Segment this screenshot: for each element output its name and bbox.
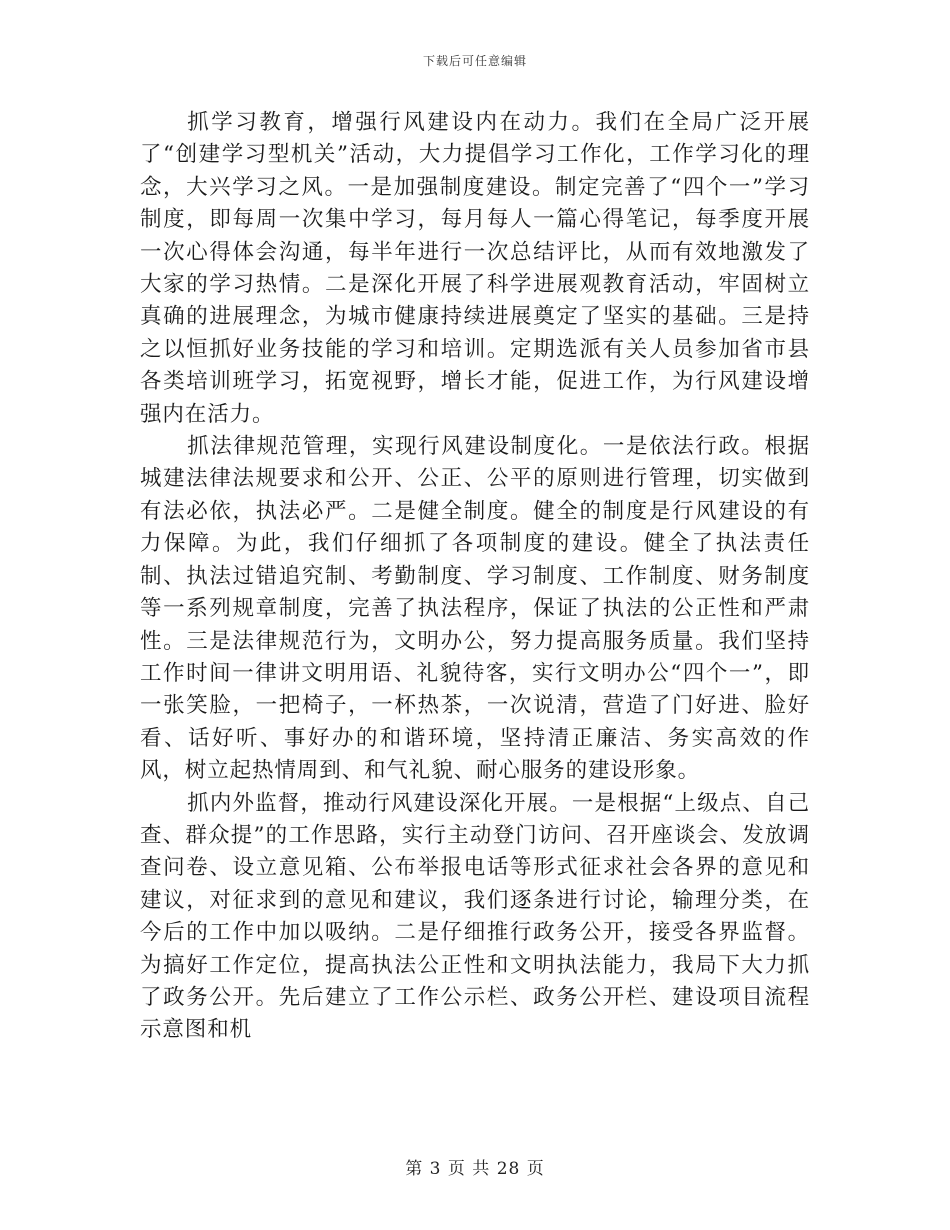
page-number: 第 3 页 共 28 页	[405, 1159, 545, 1179]
paragraph-supervision: 抓内外监督，推动行风建设深化开展。一是根据“上级点、自己查、群众提”的工作思路，实行主动登门访问、召开座谈会、发放调查问卷、设立意见箱、公布举报电话等形式征求社会各界的意见和建议，对征求到的意见和建议，我们逐条进行讨论，输理分类，在今后的工作中加以吸纳。二是仔细推行政务公开，接受各界监督。为搞好工作定位，提高执法公正性和文明执法能力，我局下大力抓了政务公开。先后建立了工作公示栏、政务公开栏、建设项目流程示意图和机	[140, 790, 810, 1043]
page-header: 下载后可任意编辑	[422, 54, 527, 68]
document-body	[140, 107, 810, 1047]
paragraph-study-education: 抓学习教育，增强行风建设内在动力。我们在全局广泛开展了“创建学习型机关”活动，大力提倡学习工作化，工作学习化的理念，大兴学习之风。一是加强制度建设。制定完善了“四个一”学习制度，即每周一次集中学习，每月每人一篇心得笔记，每季度开展一次心得体会沟通，每半年进行一次总结评比，从而有效地激发了大家的学习热情。二是深化开展了科学进展观教育活动，牢固树立真确的进展理念，为城市健康持续进展奠定了坚实的基础。三是持之以恒抓好业务技能的学习和培训。定期选派有关人员参加省市县各类培训班学习，拓宽视野，增长才能，促进工作，为行风建设增强内在活力。	[140, 110, 810, 427]
paragraph-legal-management: 抓法律规范管理，实现行风建设制度化。一是依法行政。根据城建法律法规要求和公开、公正、公平的原则进行管理，切实做到有法必依，执法必严。二是健全制度。健全的制度是行风建设的有力保障。为此，我们仔细抓了各项制度的建设。健全了执法责任制、执法过错追究制、考勤制度、学习制度、工作制度、财务制度等一系列规章制度，完善了执法程序，保证了执法的公正性和严肃性。三是法律规范行为，文明办公，努力提高服务质量。我们坚持工作时间一律讲文明用语、礼貌待客，实行文明办公“四个一”，即一张笑脸，一把椅子，一杯热茶，一次说清，营造了门好进、脸好看、话好听、事好办的和谐环境，坚持清正廉洁、务实高效的作风，树立起热情周到、和气礼貌、耐心服务的建设形象。	[140, 434, 810, 784]
